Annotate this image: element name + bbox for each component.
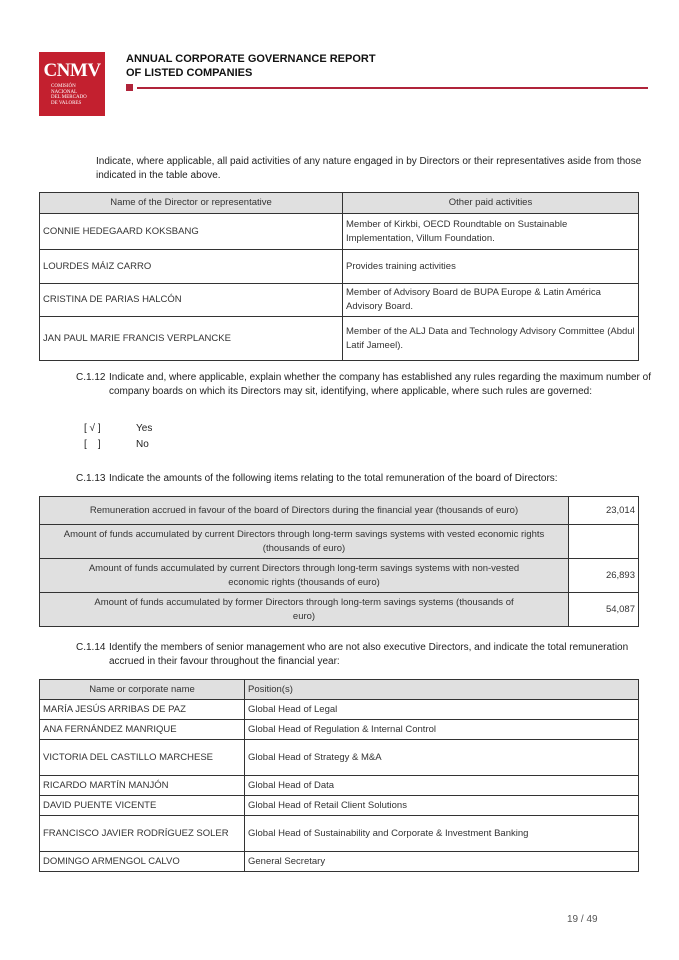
c1-12-number: C.1.12 [76,372,106,383]
remuneration-value: 23,014 [569,497,639,525]
intro-paragraph: Indicate, where applicable, all paid activities of any nature engaged in by Directors or their representatives aside from those indicated in the table above. [96,156,642,181]
column-header: Other paid activities [343,193,639,214]
option-yes [84,423,152,434]
senior-management-table [39,679,639,872]
report-title: ANNUAL CORPORATE GOVERNANCE REPORT OF LISTED COMPANIES [126,53,376,79]
manager-name: FRANCISCO JAVIER RODRÍGUEZ SOLER [40,816,245,852]
remuneration-value [569,525,639,559]
table-row [40,250,639,284]
manager-name: MARÍA JESÚS ARRIBAS DE PAZ [40,700,245,720]
paid-activity: Member of Kirkbi, OECD Roundtable on Sustainable Implementation, Villum Foundation. [343,214,639,250]
table-row [40,700,639,720]
table-header-row [40,193,639,214]
table-row [40,816,639,852]
logo-wordmark: CNMV [43,60,101,81]
option-label: No [136,439,149,450]
manager-position: Global Head of Strategy & M&A [245,740,639,776]
table-row [40,593,639,627]
logo-subtitle: COMISIÓN NACIONAL DEL MERCADO DE VALORES [51,84,87,106]
remuneration-item: Amount of funds accumulated by current Directors through long-term savings systems with non-vested economic rights (thousands of euro) [40,559,569,593]
header-square [126,84,133,91]
c1-14-number: C.1.14 [76,642,106,653]
header-divider [137,87,648,89]
remuneration-item: Amount of funds accumulated by former Directors through long-term savings systems (thousands of euro) [40,593,569,627]
table-row [40,796,639,816]
manager-position: General Secretary [245,852,639,872]
column-header: Position(s) [245,680,639,700]
checkbox-unchecked: [ ] [84,439,101,450]
manager-position: Global Head of Retail Client Solutions [245,796,639,816]
paid-activity: Provides training activities [343,250,639,284]
table-row [40,497,639,525]
table-row [40,317,639,361]
manager-name: RICARDO MARTÍN MANJÓN [40,776,245,796]
manager-name: DOMINGO ARMENGOL CALVO [40,852,245,872]
manager-name: DAVID PUENTE VICENTE [40,796,245,816]
table-row [40,284,639,317]
table-row [40,852,639,872]
c1-13-number: C.1.13 [76,473,106,484]
column-header: Name or corporate name [40,680,245,700]
table-row [40,740,639,776]
option-label: Yes [136,423,153,434]
column-header: Name of the Director or representative [40,193,343,214]
remuneration-value: 54,087 [569,593,639,627]
c1-12-question: Indicate and, where applicable, explain whether the company has established any rules regarding the maximum number of company boards on which its Directors may sit, identifying, where applicable, where such rules are governed: [109,372,651,397]
c1-13-question: Indicate the amounts of the following items relating to the total remuneration of the board of Directors: [109,473,558,484]
table-header-row [40,680,639,700]
director-name: CONNIE HEDEGAARD KOKSBANG [40,214,343,250]
remuneration-item: Amount of funds accumulated by current Directors through long-term savings systems with vested economic rights (thousands of euro) [40,525,569,559]
director-name: JAN PAUL MARIE FRANCIS VERPLANCKE [40,317,343,361]
paid-activities-table [39,192,639,361]
table-row [40,525,639,559]
director-name: LOURDES MÁIZ CARRO [40,250,343,284]
manager-position: Global Head of Sustainability and Corporate & Investment Banking [245,816,639,852]
manager-position: Global Head of Legal [245,700,639,720]
manager-position: Global Head of Regulation & Internal Control [245,720,639,740]
manager-name: VICTORIA DEL CASTILLO MARCHESE [40,740,245,776]
table-row [40,214,639,250]
paid-activity: Member of Advisory Board de BUPA Europe & Latin América Advisory Board. [343,284,639,317]
table-row [40,559,639,593]
c1-14-question: Identify the members of senior management who are not also executive Directors, and indicate the total remuneration accrued in their favour throughout the financial year: [109,642,629,667]
remuneration-item: Remuneration accrued in favour of the board of Directors during the financial year (thousands of euro) [40,497,569,525]
paid-activity: Member of the ALJ Data and Technology Advisory Committee (Abdul Latif Jameel). [343,317,639,361]
checkbox-checked: [ √ ] [84,423,101,434]
cnmv-logo [39,52,105,116]
director-name: CRISTINA DE PARIAS HALCÓN [40,284,343,317]
manager-name: ANA FERNÁNDEZ MANRIQUE [40,720,245,740]
remuneration-table [39,496,639,627]
remuneration-value: 26,893 [569,559,639,593]
page-number: 19 / 49 [567,914,598,925]
option-no [84,439,149,450]
table-row [40,776,639,796]
manager-position: Global Head of Data [245,776,639,796]
table-row [40,720,639,740]
